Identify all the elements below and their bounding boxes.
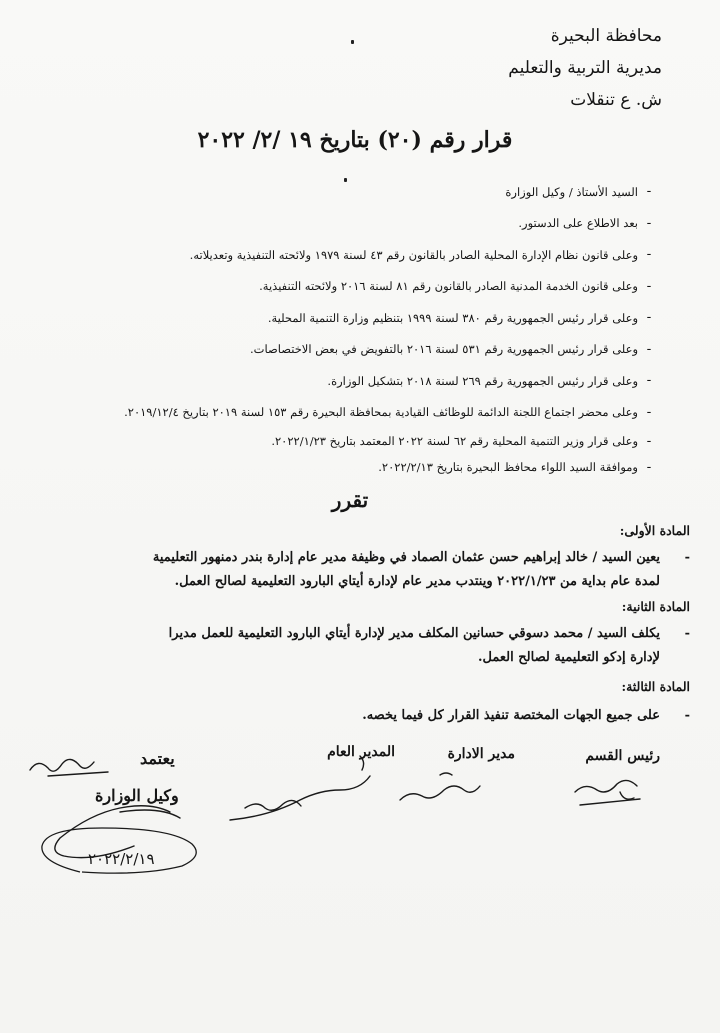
preamble-item: - بعد الاطلاع على الدستور. [518, 215, 652, 231]
article-body: - على جميع الجهات المختصة تنفيذ القرار كل فيما يخصه. [50, 704, 660, 728]
article-heading: المادة الأولى: [619, 523, 690, 538]
preamble-item: - وعلى قانون الخدمة المدنية الصادر بالقانون رقم ٨١ لسنة ٢٠١٦ ولائحته التنفيذية. [259, 278, 652, 294]
preamble-item: - وعلى قرار وزير التنمية المحلية رقم ٦٢ لسنة ٢٠٢٢ المعتمد بتاريخ ٢٠٢٢/١/٢٣. [271, 433, 652, 449]
article-line: يكلف السيد / محمد دسوقي حسانين المكلف مدير لإدارة أيتاي البارود التعليمية للعمل مديرا [168, 626, 660, 641]
preamble-item: - وعلى قرار رئيس الجمهورية رقم ٥٣١ لسنة ٢٠١٦ بالتفويض في بعض الاختصاصات. [250, 341, 652, 357]
preamble-item: - السيد الأستاذ / وكيل الوزارة [505, 184, 652, 200]
signature-title-undersecretary: وكيل الوزارة [95, 786, 179, 805]
handwritten-date: ٢٠٢٢/٢/١٩ [88, 850, 155, 868]
article-line: يعين السيد / خالد إبراهيم حسن عثمان الصماد في وظيفة مدير عام إدارة بندر دمنهور التعليمية [152, 550, 660, 565]
article-line: لمدة عام بداية من ٢٠٢٢/١/٢٣ وينتدب مدير عام لإدارة أيتاي البارود التعليمية لصالح العمل. [174, 574, 660, 589]
signature-title-admin-manager: مدير الادارة [447, 746, 515, 762]
preamble-item: - وعلى قرار رئيس الجمهورية رقم ٢٦٩ لسنة ٢٠١٨ بتشكيل الوزارة. [327, 373, 652, 389]
preamble-item: - وعلى محضر اجتماع اللجنة الدائمة للوظائف القيادية بمحافظة البحيرة رقم ١٥٣ لسنة ٢٠١٩ بتاريخ ٢٠١٩/١٢/٤. [124, 404, 652, 420]
preamble-item: - وموافقة السيد اللواء محافظ البحيرة بتاريخ ٢٠٢٢/٢/١٣. [378, 459, 652, 475]
circle-scribble [42, 828, 196, 873]
signature-title-general-manager: المدير العام [327, 744, 395, 760]
governorate-name: محافظة البحيرة [550, 26, 662, 46]
article-body: - يعين السيد / خالد إبراهيم حسن عثمان الصماد في وظيفة مدير عام إدارة بندر دمنهور التعليمية لمدة عام بداية من ٢٠٢٢/١/٢٣ وينتدب مدير عام لإدارة أيتاي البارود التعليمية لصالح العمل. [50, 546, 660, 594]
article-body: - يكلف السيد / محمد دسوقي حسانين المكلف مدير لإدارة أيتاي البارود التعليمية للعمل مديرا لإدارة إدكو التعليمية لصالح العمل. [50, 622, 660, 670]
article-heading: المادة الثالثة: [621, 679, 690, 694]
signature-title-approved: يعتمد [140, 749, 175, 768]
decides-heading: تقرر [331, 488, 369, 512]
article-line: لإدارة إدكو التعليمية لصالح العمل. [478, 650, 660, 665]
article-heading: المادة الثانية: [621, 599, 690, 614]
article-line: على جميع الجهات المختصة تنفيذ القرار كل فيما يخصه. [362, 708, 660, 723]
preamble-item: - وعلى قرار رئيس الجمهورية رقم ٣٨٠ لسنة ١٩٩٩ بتنظيم وزارة التنمية المحلية. [267, 310, 652, 326]
preamble-item: - وعلى قانون نظام الإدارة المحلية الصادر بالقانون رقم ٤٣ لسنة ١٩٧٩ ولائحته التنفيذية وتعديلاته. [189, 247, 652, 263]
department-name: ش. ع تنقلات [570, 90, 662, 110]
directorate-name: مديرية التربية والتعليم [508, 58, 662, 78]
decision-title: قرار رقم (٢٠) بتاريخ ١٩ /٢/ ٢٠٢٢ [197, 127, 513, 153]
signature-title-section-head: رئيس القسم [585, 748, 660, 764]
